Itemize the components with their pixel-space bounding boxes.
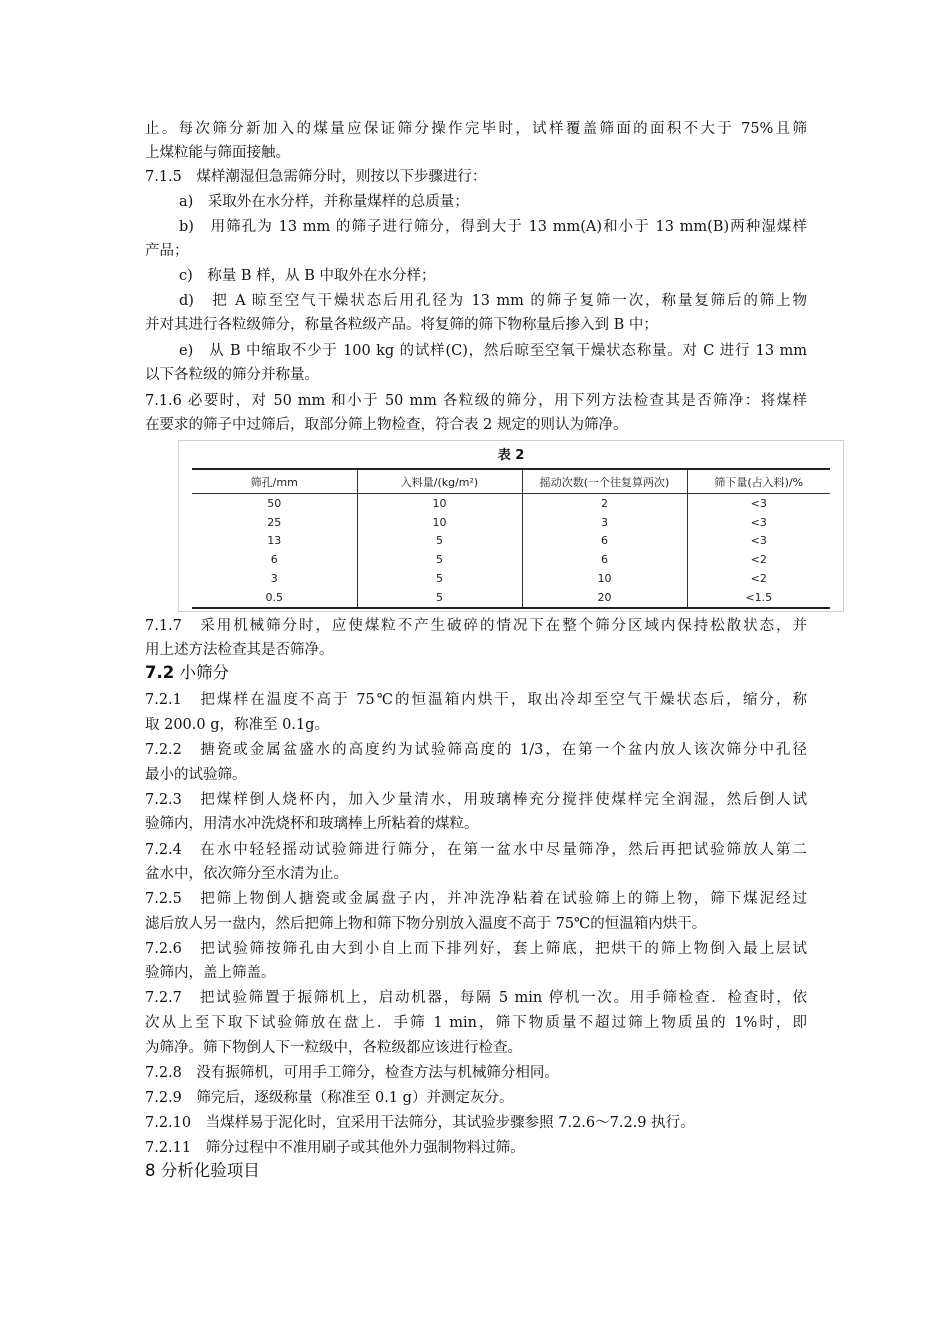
table-cell: 10 bbox=[522, 569, 687, 588]
table-cell: 2 bbox=[522, 494, 687, 513]
table-cell: 5 bbox=[357, 569, 522, 588]
table-title: 表 2 bbox=[497, 448, 525, 463]
table-header-row bbox=[192, 469, 830, 494]
paragraph-line: 以下各粒级的筛分并称量。 bbox=[145, 367, 319, 383]
paragraph-line: 为筛净。筛下物倒人下一粒级中，各粒级都应该进行检查。 bbox=[145, 1040, 522, 1056]
table-cell: 10 bbox=[357, 513, 522, 532]
paragraph-line: 上煤粒能与筛面接触。 bbox=[145, 145, 290, 161]
paragraph-line: 验筛内，盖上筛盖。 bbox=[145, 965, 276, 981]
table-header: 摇动次数(一个往复算两次) bbox=[522, 469, 687, 494]
table-cell: 13 bbox=[192, 532, 357, 551]
table-header: 筛下量(占入料)/% bbox=[687, 469, 830, 494]
paragraph-line: 验筛内，用清水冲洗烧杯和玻璃棒上所粘着的煤粒。 bbox=[145, 816, 479, 832]
table-header: 筛孔/mm bbox=[192, 469, 357, 494]
paragraph-line: 产品； bbox=[145, 243, 189, 259]
table-row bbox=[192, 569, 830, 588]
table-cell: <2 bbox=[687, 569, 830, 588]
clause-7-2-2: 7.2.2 搪瓷或金属盆盛水的高度约为试验筛高度的 1/3，在第一个盆内放人该次筛分中孔径 bbox=[145, 742, 807, 758]
table-cell: 25 bbox=[192, 513, 357, 532]
clause-7-2-10: 7.2.10 当煤样易于泥化时，宜采用干法筛分，其试验步骤参照 7.2.6～7.2.9 执行。 bbox=[145, 1115, 695, 1131]
section-heading-8: 8 分析化验项目 bbox=[145, 1161, 260, 1180]
table-row bbox=[192, 513, 830, 532]
paragraph-line: 盆水中，依次筛分至水清为止。 bbox=[145, 866, 348, 882]
table-cell: 6 bbox=[522, 550, 687, 569]
clause-7-2-7: 7.2.7 把试验筛置于振筛机上，启动机器，每隔 5 min 停机一次。用手筛检查．检查时，依 bbox=[145, 990, 807, 1006]
list-item-a: a) 采取外在水分样，并称量煤样的总质量； bbox=[179, 194, 469, 210]
table-2 bbox=[178, 440, 844, 612]
table-row bbox=[192, 550, 830, 569]
table-row bbox=[192, 494, 830, 513]
paragraph-line: 取 200.0 g，称准至 0.1g。 bbox=[145, 717, 329, 733]
table-cell: <1.5 bbox=[687, 588, 830, 608]
table-cell: 3 bbox=[192, 569, 357, 588]
list-item-c: c) 称量 B 样，从 B 中取外在水分样； bbox=[179, 268, 436, 284]
table-cell: 5 bbox=[357, 550, 522, 569]
clause-7-1-7: 7.1.7 采用机械筛分时，应使煤粒不产生破碎的情况下在整个筛分区域内保持松散状态，并 bbox=[145, 618, 807, 634]
list-item-e: e) 从 B 中缩取不少于 100 kg 的试样(C)，然后晾至空氧干燥状态称量。对 C 进行 13 mm bbox=[179, 343, 807, 359]
table-header: 入料量/(kg/m²) bbox=[357, 469, 522, 494]
clause-7-2-4: 7.2.4 在水中轻轻摇动试验筛进行筛分，在第一盆水中尽量筛净，然后再把试验筛放人第二 bbox=[145, 842, 807, 858]
sieve-table bbox=[192, 468, 830, 609]
table-cell: <3 bbox=[687, 513, 830, 532]
paragraph-line: 次从上至下取下试验筛放在盘上．手筛 1 min，筛下物质量不超过筛上物质虽的 1%时，即 bbox=[145, 1015, 807, 1031]
clause-7-1-5: 7.1.5 煤样潮湿但急需筛分时，则按以下步骤进行： bbox=[145, 169, 487, 185]
table-cell: 6 bbox=[192, 550, 357, 569]
clause-7-2-3: 7.2.3 把煤样倒人烧杯内，加入少量清水，用玻璃棒充分搅拌使煤样完全润湿，然后倒人试 bbox=[145, 792, 807, 808]
table-cell: 6 bbox=[522, 532, 687, 551]
table-row bbox=[192, 588, 830, 608]
clause-7-2-11: 7.2.11 筛分过程中不准用刷子或其他外力强制物料过筛。 bbox=[145, 1140, 525, 1156]
paragraph-line: 并对其进行各粒级筛分，称量各粒级产品。将复筛的筛下物称量后掺入到 B 中； bbox=[145, 317, 658, 333]
paragraph-line: 止。每次筛分新加入的煤量应保证筛分操作完毕时，试样覆盖筛面的面积不大于 75%且筛 bbox=[145, 121, 807, 137]
table-cell: 3 bbox=[522, 513, 687, 532]
list-item-b: b) 用筛孔为 13 mm 的筛子进行筛分，得到大于 13 mm(A)和小于 13 mm(B)两种湿煤样 bbox=[179, 219, 807, 235]
table-cell: <2 bbox=[687, 550, 830, 569]
paragraph-line: 滤后放人另一盘内，然后把筛上物和筛下物分别放入温度不高于 75℃的恒温箱内烘干。 bbox=[145, 916, 707, 932]
clause-7-2-1: 7.2.1 把煤样在温度不高于 75℃的恒温箱内烘干，取出冷却至空气干燥状态后，缩分，称 bbox=[145, 692, 807, 708]
clause-7-1-6: 7.1.6 必要时，对 50 mm 和小于 50 mm 各粒级的筛分，用下列方法检查其是否筛净：将煤样 bbox=[145, 393, 807, 409]
table-cell: 50 bbox=[192, 494, 357, 513]
table-row bbox=[192, 532, 830, 551]
paragraph-line: 用上述方法检查其是否筛净。 bbox=[145, 642, 334, 658]
table-cell: 0.5 bbox=[192, 588, 357, 608]
clause-7-2-5: 7.2.5 把筛上物倒人搪瓷或金属盘子内，并冲洗净粘着在试验筛上的筛上物，筛下煤泥经过 bbox=[145, 891, 807, 907]
table-cell: 10 bbox=[357, 494, 522, 513]
clause-7-2-9: 7.2.9 筛完后，逐级称量（称准至 0.1 g）并测定灰分。 bbox=[145, 1090, 514, 1106]
section-number: 7.2 bbox=[145, 663, 175, 682]
paragraph-line: 最小的试验筛。 bbox=[145, 767, 247, 783]
section-title: 小筛分 bbox=[179, 663, 229, 682]
section-heading-7-2 bbox=[145, 661, 229, 685]
list-item-d: d) 把 A 晾至空气干燥状态后用孔径为 13 mm 的筛子复筛一次，称量复筛后的筛上物 bbox=[179, 293, 807, 309]
clause-7-2-6: 7.2.6 把试验筛按筛孔由大到小自上而下排列好，套上筛底，把烘干的筛上物倒入最上层试 bbox=[145, 941, 807, 957]
paragraph-line: 在要求的筛子中过筛后，取部分筛上物检查，符合表 2 规定的则认为筛净。 bbox=[145, 417, 628, 433]
table-cell: <3 bbox=[687, 532, 830, 551]
table-cell: 5 bbox=[357, 588, 522, 608]
table-cell: <3 bbox=[687, 494, 830, 513]
table-cell: 5 bbox=[357, 532, 522, 551]
clause-7-2-8: 7.2.8 没有振筛机，可用手工筛分，检查方法与机械筛分相同。 bbox=[145, 1065, 559, 1081]
table-cell: 20 bbox=[522, 588, 687, 608]
